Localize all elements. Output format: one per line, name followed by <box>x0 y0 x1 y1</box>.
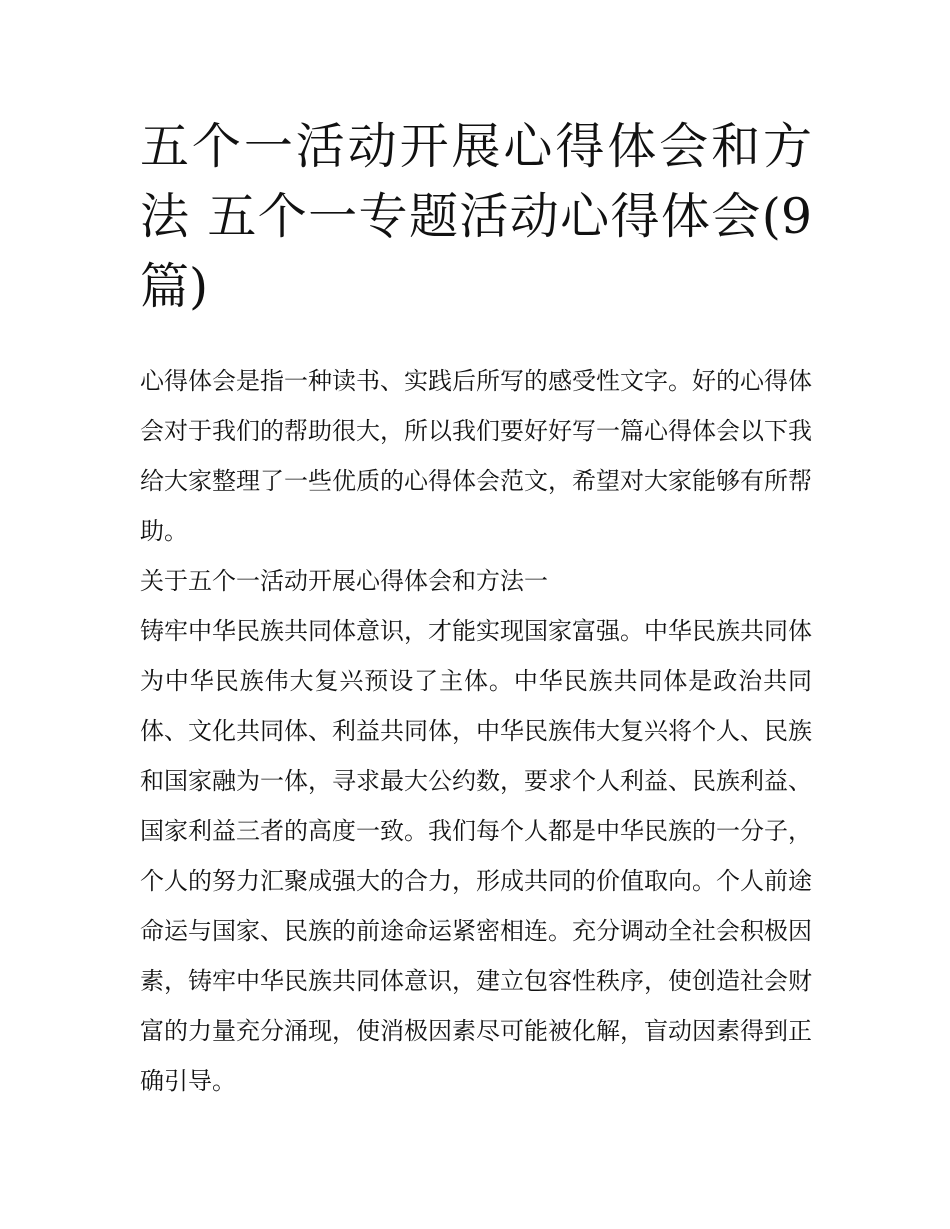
section-heading: 关于五个一活动开展心得体会和方法一 <box>140 567 548 595</box>
body-paragraph: 铸牢中华民族共同体意识，才能实现国家富强。中华民族共同体为中华民族伟大复兴预设了主体。中华民族共同体是政治共同体、文化共同体、利益共同体，中华民族伟大复兴将个人、民族和国家融为一体，寻求最大公约数，要求个人利益、民族利益、国家利益三者的高度一致。我们每个人都是中华民族的一分子，个人的努力汇聚成强大的合力，形成共同的价值取向。个人前途命运与国家、民族的前途命运紧密相连。充分调动全社会积极因素，铸牢中华民族共同体意识，建立包容性秩序，使创造社会财富的力量充分涌现，使消极因素尽可能被化解，盲动因素得到正确引导。 <box>140 617 812 1095</box>
document-content <box>140 112 812 1106</box>
intro-paragraph: 心得体会是指一种读书、实践后所写的感受性文字。好的心得体会对于我们的帮助很大，所以我们要好好写一篇心得体会以下我给大家整理了一些优质的心得体会范文，希望对大家能够有所帮助。 <box>140 367 812 545</box>
document-title: 五个一活动开展心得体会和方法 五个一专题活动心得体会(9篇) <box>140 118 812 315</box>
